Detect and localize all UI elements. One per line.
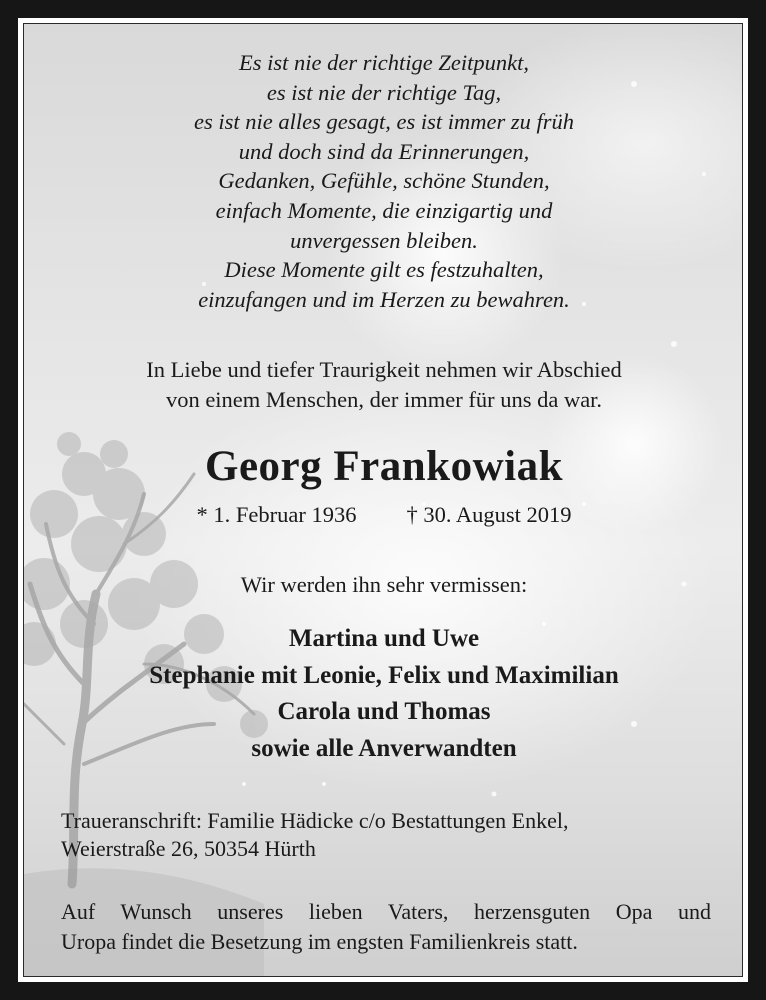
poem-line: Gedanken, Gefühle, schöne Stunden, xyxy=(218,168,550,194)
mourners-list xyxy=(24,621,743,767)
poem-line: einfach Momente, die einzigartig und xyxy=(215,197,553,223)
poem xyxy=(24,48,743,314)
poem-line: Diese Momente gilt es festzuhalten, xyxy=(224,257,544,283)
mourner-line: sowie alle Anverwandten xyxy=(251,734,517,762)
poem-line: und doch sind da Erinnerungen, xyxy=(238,138,530,164)
mourning-address xyxy=(61,807,721,863)
life-dates xyxy=(24,502,743,528)
poem-line: unvergessen bleiben. xyxy=(290,227,478,253)
poem-line: Es ist nie der richtige Zeitpunkt, xyxy=(239,50,529,75)
intro-line: von einem Menschen, der immer für uns da war. xyxy=(165,387,603,412)
poem-line: einzufangen und im Herzen zu bewahren. xyxy=(198,286,570,312)
mourner-line: Carola und Thomas xyxy=(277,698,491,725)
mourner-line: Stephanie mit Leonie, Felix und Maximilian xyxy=(149,661,619,689)
birth-date: * 1. Februar 1936 xyxy=(196,502,357,527)
poem-line: es ist nie alles gesagt, es ist immer zu früh xyxy=(194,109,574,135)
mourner-line: Martina und Uwe xyxy=(288,625,480,652)
address-line: Traueranschrift: Familie Hädicke c/o Bestattungen Enkel, xyxy=(61,808,569,833)
address-line: Weierstraße 26, 50354 Hürth xyxy=(61,836,316,861)
obituary-panel xyxy=(23,23,743,977)
intro-line: In Liebe und tiefer Traurigkeit nehmen wir Abschied xyxy=(146,357,622,382)
farewell-intro xyxy=(24,355,743,415)
notice-line: Uropa findet die Besetzung im engsten Familienkreis statt. xyxy=(61,929,578,954)
poem-line: es ist nie der richtige Tag, xyxy=(266,79,502,105)
notice-line: Auf Wunsch unseres lieben Vaters, herzensguten Opa und xyxy=(61,899,711,924)
deceased-name: Georg Frankowiak xyxy=(205,443,563,490)
funeral-notice xyxy=(61,897,711,957)
death-date: † 30. August 2019 xyxy=(406,502,572,527)
miss-line: Wir werden ihn sehr vermissen: xyxy=(240,572,528,597)
